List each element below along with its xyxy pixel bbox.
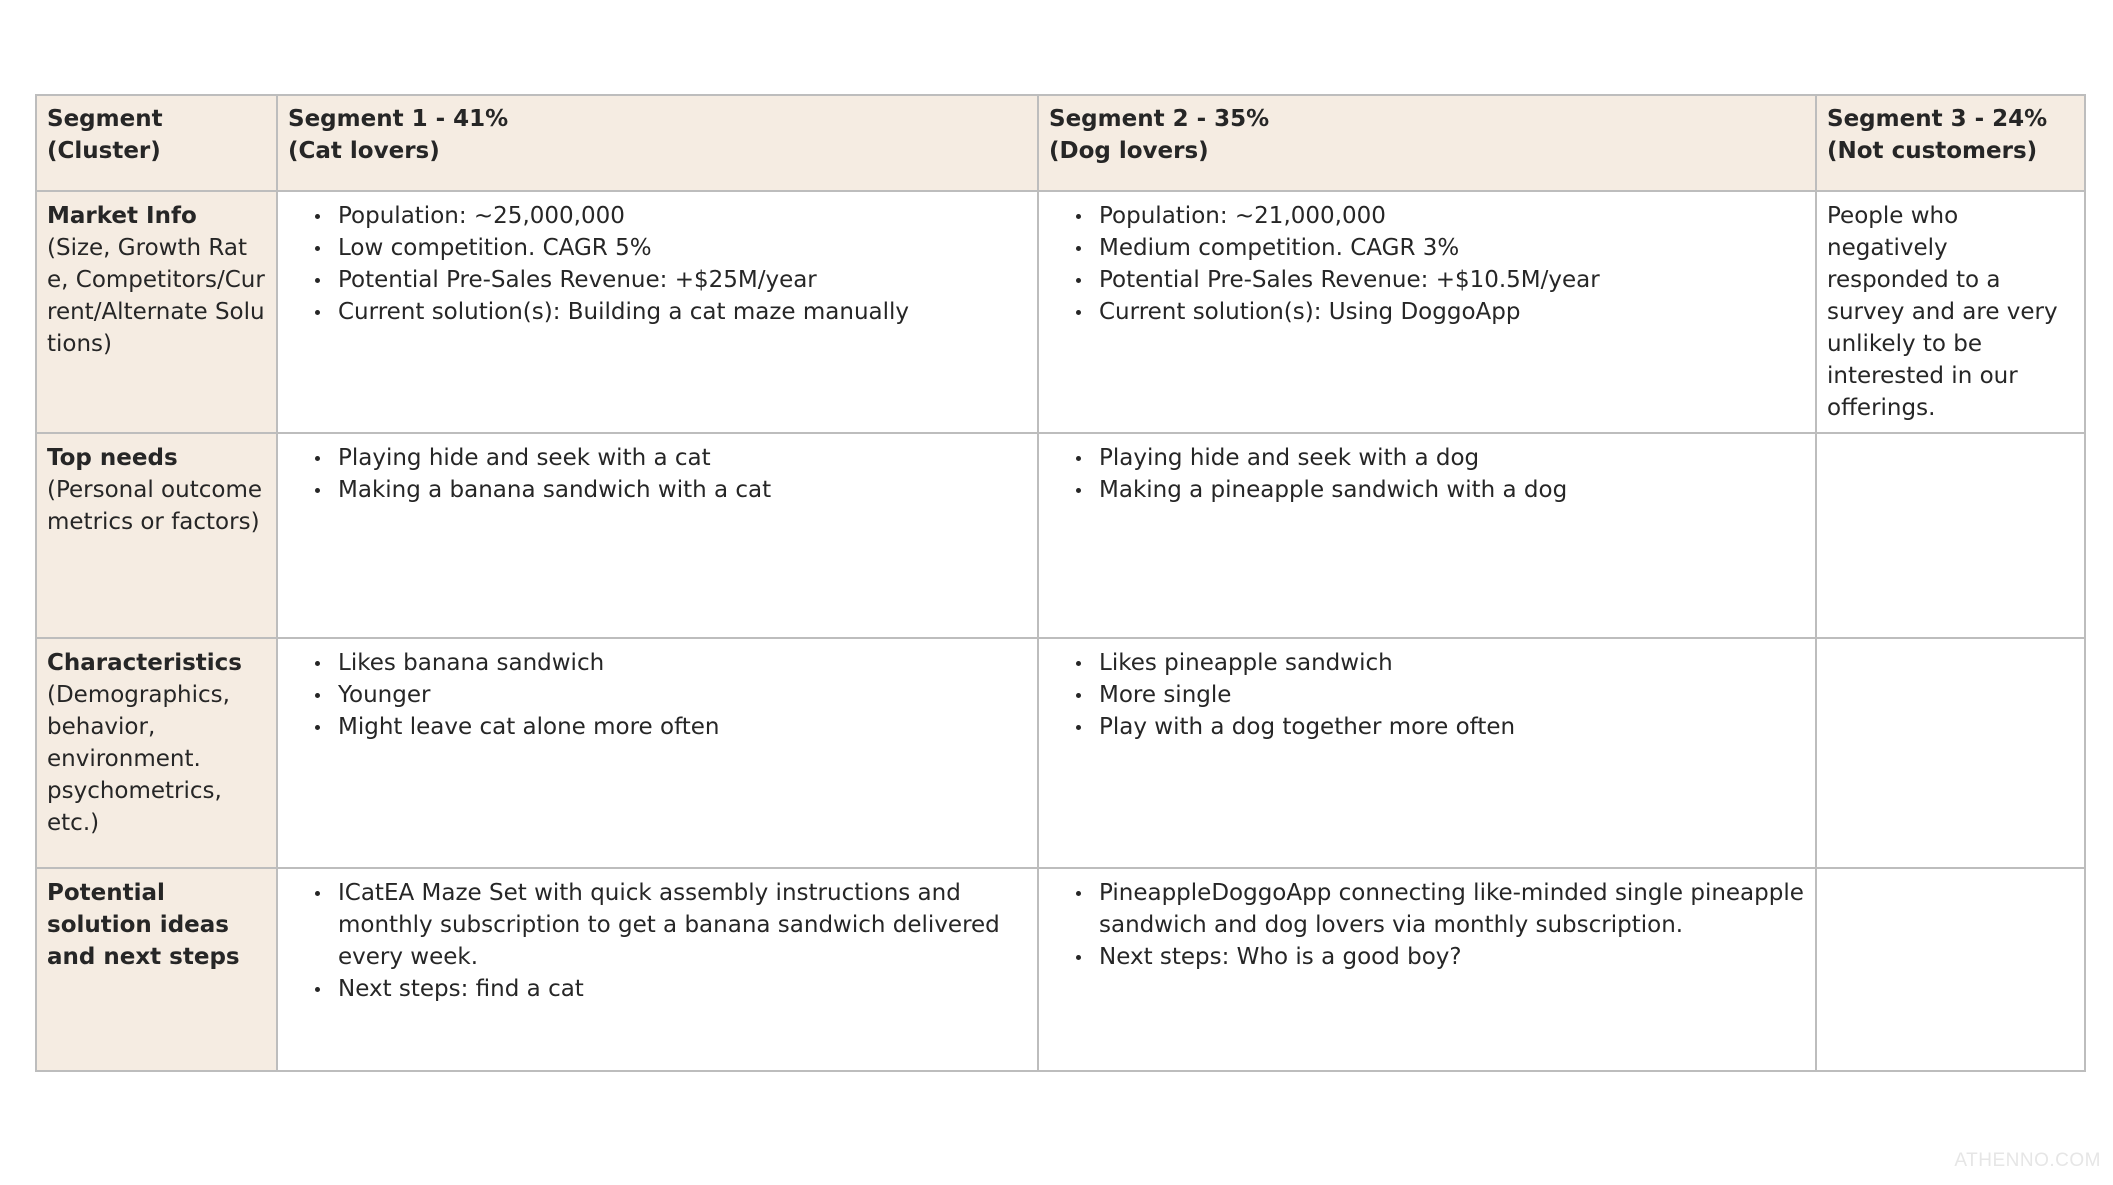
list-item: Low competition. CAGR 5% <box>338 232 1027 264</box>
segment-2-title: Segment 2 - 35% <box>1049 106 1270 132</box>
header-cell-segment-2 <box>1038 95 1816 191</box>
segmentation-table <box>35 94 2086 1072</box>
bullet-list <box>1049 442 1805 506</box>
row-description: (Personal outcome metrics or factors) <box>47 477 262 535</box>
list-item: Might leave cat alone more often <box>338 711 1027 743</box>
row-header-top-needs <box>36 433 277 638</box>
cell-segment-3-solution-ideas <box>1816 868 2085 1071</box>
cell-segment-2-market-info <box>1038 191 1816 433</box>
list-item: Current solution(s): Using DoggoApp <box>1099 296 1805 328</box>
table-row-characteristics <box>36 638 2085 868</box>
list-item: PineappleDoggoApp connecting like-minded single pineapple sandwich and dog lovers via monthly subscription. <box>1099 877 1805 941</box>
header-cell-segment-1 <box>277 95 1038 191</box>
list-item: ICatEA Maze Set with quick assembly instructions and monthly subscription to get a banana sandwich delivered every week. <box>338 877 1027 973</box>
row-title: Characteristics <box>47 650 242 676</box>
row-title: Market Info <box>47 203 197 229</box>
list-item: Potential Pre-Sales Revenue: +$25M/year <box>338 264 1027 296</box>
list-item: Younger <box>338 679 1027 711</box>
bullet-list <box>1049 200 1805 328</box>
row-header-characteristics <box>36 638 277 868</box>
list-item: Next steps: find a cat <box>338 973 1027 1005</box>
cell-segment-3-characteristics <box>1816 638 2085 868</box>
segment-1-title: Segment 1 - 41% <box>288 106 509 132</box>
cell-segment-2-characteristics <box>1038 638 1816 868</box>
row-description: (Size, Growth Rate, Competitors/Current/Alternate Solutions) <box>47 235 265 357</box>
cell-segment-1-top-needs <box>277 433 1038 638</box>
list-item: Population: ~21,000,000 <box>1099 200 1805 232</box>
row-header-solution-ideas <box>36 868 277 1071</box>
bullet-list <box>288 200 1027 328</box>
row-description: (Demographics, behavior, environment. psychometrics, etc.) <box>47 682 230 836</box>
list-item: Likes banana sandwich <box>338 647 1027 679</box>
bullet-list <box>288 647 1027 743</box>
bullet-list <box>288 442 1027 506</box>
table-row-market-info <box>36 191 2085 433</box>
segment-2-subtitle: (Dog lovers) <box>1049 138 1209 164</box>
list-item: Making a banana sandwich with a cat <box>338 474 1027 506</box>
header-row <box>36 95 2085 191</box>
row-title: Top needs <box>47 445 178 471</box>
list-item: More single <box>1099 679 1805 711</box>
list-item: Current solution(s): Building a cat maze manually <box>338 296 1027 328</box>
cell-segment-3-market-info <box>1816 191 2085 433</box>
list-item: Playing hide and seek with a dog <box>1099 442 1805 474</box>
cell-segment-2-solution-ideas <box>1038 868 1816 1071</box>
row-header-market-info <box>36 191 277 433</box>
segment-3-subtitle: (Not customers) <box>1827 138 2038 164</box>
list-item: Medium competition. CAGR 3% <box>1099 232 1805 264</box>
cell-segment-1-characteristics <box>277 638 1038 868</box>
list-item: Making a pineapple sandwich with a dog <box>1099 474 1805 506</box>
segment-1-subtitle: (Cat lovers) <box>288 138 440 164</box>
list-item: Playing hide and seek with a cat <box>338 442 1027 474</box>
list-item: Potential Pre-Sales Revenue: +$10.5M/year <box>1099 264 1805 296</box>
row-title: Potential solution ideas and next steps <box>47 880 240 970</box>
watermark: ATHENNO.COM <box>1954 1150 2101 1171</box>
list-item: Likes pineapple sandwich <box>1099 647 1805 679</box>
cell-segment-3-top-needs <box>1816 433 2085 638</box>
list-item: Play with a dog together more often <box>1099 711 1805 743</box>
bullet-list <box>288 877 1027 1005</box>
bullet-list <box>1049 647 1805 743</box>
bullet-list <box>1049 877 1805 973</box>
table-row-solution-ideas <box>36 868 2085 1071</box>
segment-3-title: Segment 3 - 24% <box>1827 106 2048 132</box>
cell-segment-2-top-needs <box>1038 433 1816 638</box>
header-cell-segment-3 <box>1816 95 2085 191</box>
list-item: Population: ~25,000,000 <box>338 200 1027 232</box>
cell-text: People who negatively responded to a survey and are very unlikely to be interested in our offerings. <box>1827 203 2058 421</box>
cell-segment-1-market-info <box>277 191 1038 433</box>
list-item: Next steps: Who is a good boy? <box>1099 941 1805 973</box>
header-cell-segment-cluster <box>36 95 277 191</box>
header-label: Segment (Cluster) <box>47 106 163 164</box>
table-row-top-needs <box>36 433 2085 638</box>
cell-segment-1-solution-ideas <box>277 868 1038 1071</box>
